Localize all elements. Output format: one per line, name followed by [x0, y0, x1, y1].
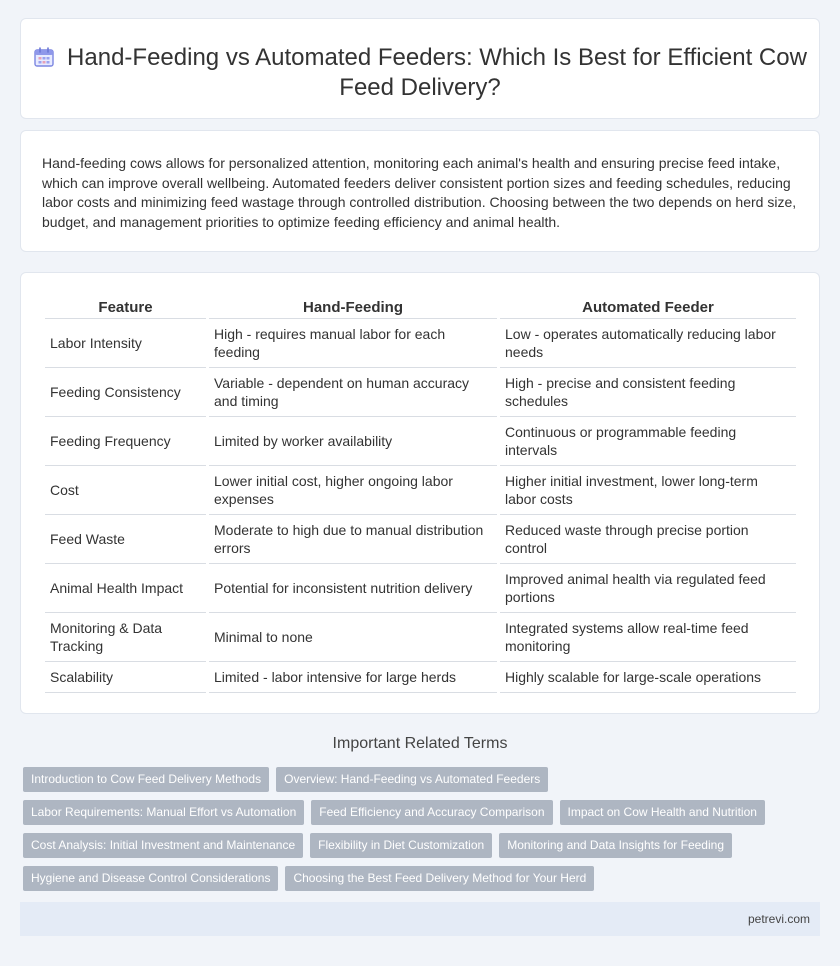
table-cell: Feeding Consistency [45, 368, 206, 417]
table-cell: High - precise and consistent feeding schedules [500, 368, 796, 417]
intro-card [20, 130, 820, 252]
header-hand-feeding: Hand-Feeding [209, 295, 497, 319]
table-row [45, 613, 796, 662]
related-term-tag[interactable]: Impact on Cow Health and Nutrition [560, 800, 765, 825]
table-cell: Continuous or programmable feeding intervals [500, 417, 796, 466]
table-cell: High - requires manual labor for each feeding [209, 319, 497, 368]
related-term-tag[interactable]: Labor Requirements: Manual Effort vs Automation [23, 800, 304, 825]
header-automated-feeder: Automated Feeder [500, 295, 796, 319]
page-title-text: Hand-Feeding vs Automated Feeders: Which Is Best for Efficient Cow Feed Delivery? [67, 44, 807, 101]
related-term-tag[interactable]: Overview: Hand-Feeding vs Automated Feeders [276, 767, 548, 792]
table-cell: Variable - dependent on human accuracy and timing [209, 368, 497, 417]
table-cell: Limited - labor intensive for large herds [209, 662, 497, 693]
page-title [21, 43, 819, 103]
table-cell: Higher initial investment, lower long-term labor costs [500, 466, 796, 515]
related-term-tag[interactable]: Hygiene and Disease Control Considerations [23, 866, 278, 891]
table-cell: Feed Waste [45, 515, 206, 564]
table-row [45, 368, 796, 417]
table-row [45, 564, 796, 613]
related-term-tag[interactable]: Introduction to Cow Feed Delivery Methods [23, 767, 269, 792]
table-cell: Reduced waste through precise portion control [500, 515, 796, 564]
table-cell: Integrated systems allow real-time feed monitoring [500, 613, 796, 662]
table-row [45, 662, 796, 693]
table-cell: Lower initial cost, higher ongoing labor expenses [209, 466, 497, 515]
footer [20, 902, 820, 936]
table-cell: Monitoring & Data Tracking [45, 613, 206, 662]
calendar-icon [33, 46, 55, 68]
table-row [45, 319, 796, 368]
table-cell: Labor Intensity [45, 319, 206, 368]
title-card [20, 18, 820, 119]
table-cell: Low - operates automatically reducing labor needs [500, 319, 796, 368]
table-cell: Moderate to high due to manual distribution errors [209, 515, 497, 564]
related-term-tag[interactable]: Choosing the Best Feed Delivery Method for Your Herd [285, 866, 594, 891]
related-term-tag[interactable]: Flexibility in Diet Customization [310, 833, 492, 858]
related-term-tag[interactable]: Cost Analysis: Initial Investment and Maintenance [23, 833, 303, 858]
related-term-tag[interactable]: Monitoring and Data Insights for Feeding [499, 833, 732, 858]
intro-paragraph: Hand-feeding cows allows for personalized attention, monitoring each animal's health and ensuring precise feed intake, which can improve overall wellbeing. Automated feeders deliver consistent portion sizes and feeding schedules, reducing labor costs and minimizing feed wastage through controlled distribution. Choosing between the two depends on herd size, budget, and management priorities to optimize feeding efficiency and animal health. [42, 155, 797, 230]
comparison-table-card [20, 272, 820, 714]
footer-site-link[interactable]: petrevi.com [747, 912, 810, 926]
related-term-tag[interactable]: Feed Efficiency and Accuracy Comparison [311, 800, 552, 825]
table-row [45, 417, 796, 466]
table-cell: Limited by worker availability [209, 417, 497, 466]
related-terms-heading: Important Related Terms [332, 735, 508, 752]
table-row [45, 466, 796, 515]
table-cell: Animal Health Impact [45, 564, 206, 613]
related-terms-list [23, 767, 823, 891]
table-cell: Minimal to none [209, 613, 497, 662]
table-cell: Cost [45, 466, 206, 515]
comparison-table [42, 295, 799, 693]
table-row [45, 515, 796, 564]
header-feature: Feature [45, 295, 206, 319]
table-cell: Highly scalable for large-scale operations [500, 662, 796, 693]
table-cell: Potential for inconsistent nutrition delivery [209, 564, 497, 613]
table-header-row [45, 295, 796, 319]
table-cell: Feeding Frequency [45, 417, 206, 466]
table-cell: Scalability [45, 662, 206, 693]
table-cell: Improved animal health via regulated feed portions [500, 564, 796, 613]
